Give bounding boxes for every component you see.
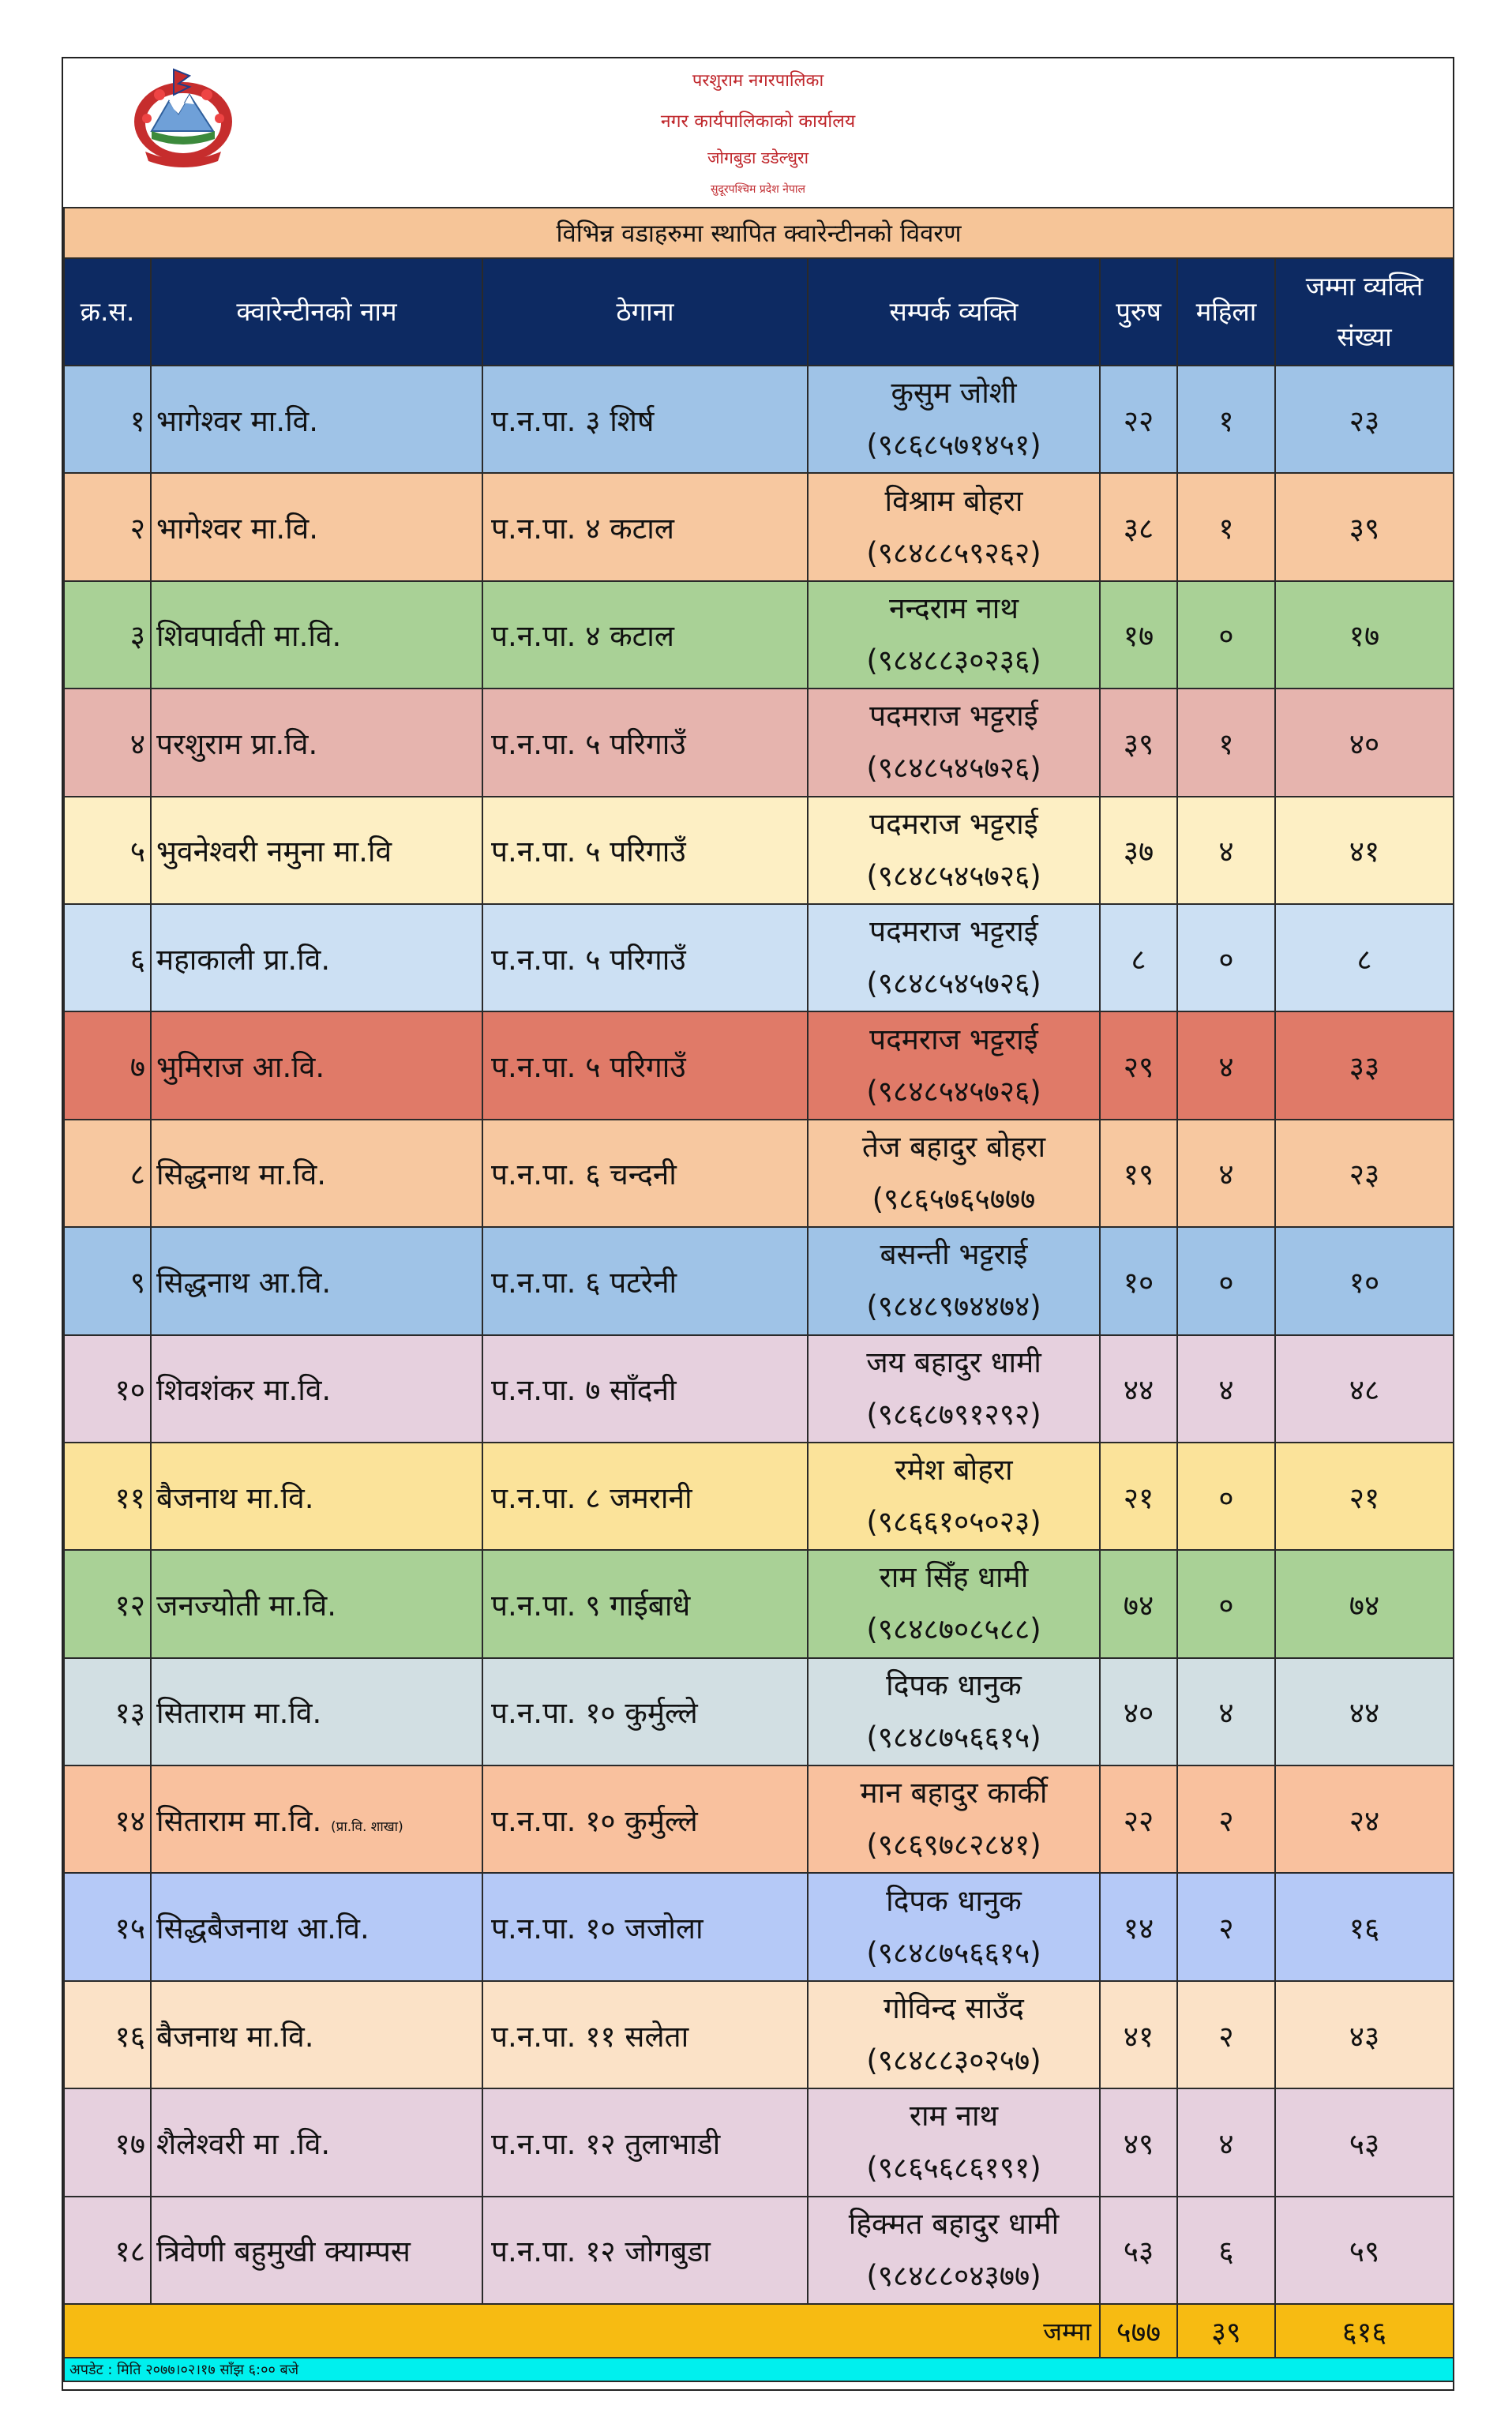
contact-name: जय बहादुर धामी xyxy=(866,1345,1041,1379)
row-address: प.न.पा. ४ कटाल xyxy=(482,473,808,580)
row-female: २ xyxy=(1177,1981,1275,2088)
table-row xyxy=(64,1443,1454,1550)
row-contact xyxy=(808,1765,1100,1873)
row-male: १७ xyxy=(1100,581,1177,689)
row-contact xyxy=(808,1658,1100,1765)
table-row xyxy=(64,2088,1454,2196)
quarantine-name: सिद्धनाथ आ.वि. xyxy=(156,1265,332,1300)
contact-phone: (९८४८७५६६१५) xyxy=(866,1935,1041,1970)
row-contact xyxy=(808,1011,1100,1119)
row-name xyxy=(151,2088,482,2196)
row-total: ५३ xyxy=(1275,2088,1454,2196)
row-sn: १८ xyxy=(64,2197,151,2304)
row-sn: १३ xyxy=(64,1658,151,1765)
header-female: महिला xyxy=(1177,258,1275,366)
contact-name: पदमराज भट्टराई xyxy=(869,1022,1038,1056)
row-total: ८ xyxy=(1275,904,1454,1011)
row-address: प.न.पा. १० जजोला xyxy=(482,1873,808,1980)
row-contact xyxy=(808,1873,1100,1980)
contact-phone: (९८४८९७४४७४) xyxy=(866,1289,1041,1324)
row-female: ० xyxy=(1177,1550,1275,1657)
row-contact xyxy=(808,2197,1100,2304)
row-male: १९ xyxy=(1100,1120,1177,1227)
table-row xyxy=(64,1011,1454,1119)
row-sn: ६ xyxy=(64,904,151,1011)
quarantine-name: सिद्धनाथ मा.वि. xyxy=(156,1158,327,1192)
row-sn: ११ xyxy=(64,1443,151,1550)
row-total: २३ xyxy=(1275,1120,1454,1227)
contact-name: गोविन्द साउँद xyxy=(884,1991,1024,2026)
row-male: ३७ xyxy=(1100,797,1177,904)
row-name xyxy=(151,366,482,473)
row-address: प.न.पा. ७ साँदनी xyxy=(482,1335,808,1443)
row-name xyxy=(151,1873,482,1980)
quarantine-name: भागेश्वर मा.वि. xyxy=(156,512,319,546)
row-name xyxy=(151,1227,482,1334)
row-address: प.न.पा. ६ चन्दनी xyxy=(482,1120,808,1227)
contact-phone: (९८४८५४५७२६) xyxy=(866,751,1041,786)
row-address: प.न.पा. ५ परिगाउँ xyxy=(482,689,808,796)
row-name xyxy=(151,1443,482,1550)
table-row xyxy=(64,1873,1454,1980)
row-address: प.न.पा. १० कुर्मुल्ले xyxy=(482,1658,808,1765)
row-total: १६ xyxy=(1275,1873,1454,1980)
row-sn: १६ xyxy=(64,1981,151,2088)
row-total: ५९ xyxy=(1275,2197,1454,2304)
row-name xyxy=(151,1120,482,1227)
quarantine-note: (प्रा.वि. शाखा) xyxy=(331,1818,403,1835)
contact-phone: (९८४८७५६६१५) xyxy=(866,1720,1041,1754)
header-male: पुरुष xyxy=(1100,258,1177,366)
row-name xyxy=(151,689,482,796)
row-contact xyxy=(808,581,1100,689)
table-row xyxy=(64,473,1454,580)
row-total: ४१ xyxy=(1275,797,1454,904)
row-female: ६ xyxy=(1177,2197,1275,2304)
row-address: प.न.पा. ५ परिगाउँ xyxy=(482,797,808,904)
row-sn: १४ xyxy=(64,1765,151,1873)
row-female: २ xyxy=(1177,1765,1275,1873)
row-name xyxy=(151,797,482,904)
row-male: २२ xyxy=(1100,1765,1177,1873)
row-male: २२ xyxy=(1100,366,1177,473)
contact-name: तेज बहादुर बोहरा xyxy=(861,1129,1046,1164)
header-sn: क्र.स. xyxy=(64,258,151,366)
totals-row xyxy=(64,2304,1454,2358)
row-male: ४४ xyxy=(1100,1335,1177,1443)
contact-name: बसन्ती भट्टराई xyxy=(880,1237,1028,1272)
row-name xyxy=(151,1550,482,1657)
contact-phone: (९८४८८३०२३६) xyxy=(866,643,1041,677)
row-male: १४ xyxy=(1100,1873,1177,1980)
row-contact xyxy=(808,1443,1100,1550)
row-total: ४८ xyxy=(1275,1335,1454,1443)
table-row xyxy=(64,2197,1454,2304)
row-address: प.न.पा. ८ जमरानी xyxy=(482,1443,808,1550)
row-name xyxy=(151,1765,482,1873)
row-female: १ xyxy=(1177,689,1275,796)
update-note: अपडेट : मिति २०७७।०२।१७ साँझ ६:०० बजे xyxy=(64,2358,1454,2381)
row-name xyxy=(151,904,482,1011)
contact-phone: (९८६८५७१४५१) xyxy=(866,428,1041,463)
row-male: ४९ xyxy=(1100,2088,1177,2196)
table-row xyxy=(64,1981,1454,2088)
row-name xyxy=(151,1011,482,1119)
row-total: ३९ xyxy=(1275,473,1454,580)
contact-name: मान बहादुर कार्की xyxy=(860,1776,1048,1810)
header-address: ठेगाना xyxy=(482,258,808,366)
row-male: ४१ xyxy=(1100,1981,1177,2088)
row-sn: १० xyxy=(64,1335,151,1443)
header-row xyxy=(64,258,1454,366)
quarantine-table xyxy=(63,207,1454,2382)
row-male: ८ xyxy=(1100,904,1177,1011)
quarantine-name: शैलेश्वरी मा .वि. xyxy=(156,2126,331,2161)
row-contact xyxy=(808,797,1100,904)
letterhead xyxy=(63,58,1453,207)
quarantine-name: भुवनेश्वरी नमुना मा.वि xyxy=(156,835,392,869)
row-female: ० xyxy=(1177,1443,1275,1550)
row-sn: १ xyxy=(64,366,151,473)
contact-phone: (९८४८५४५७२६) xyxy=(866,858,1041,893)
document-sheet xyxy=(62,57,1454,2391)
row-sn: ७ xyxy=(64,1011,151,1119)
row-address: प.न.पा. १२ तुलाभाडी xyxy=(482,2088,808,2196)
contact-phone: (९८६५६८६१९१) xyxy=(866,2151,1041,2186)
totals-female: ३९ xyxy=(1177,2304,1275,2358)
row-male: ५३ xyxy=(1100,2197,1177,2304)
row-sn: ९ xyxy=(64,1227,151,1334)
row-sn: ३ xyxy=(64,581,151,689)
row-male: २९ xyxy=(1100,1011,1177,1119)
table-row xyxy=(64,1120,1454,1227)
row-male: ७४ xyxy=(1100,1550,1177,1657)
totals-total: ६१६ xyxy=(1275,2304,1454,2358)
row-name xyxy=(151,1981,482,2088)
row-contact xyxy=(808,689,1100,796)
header-contact: सम्पर्क व्यक्ति xyxy=(808,258,1100,366)
row-male: ४० xyxy=(1100,1658,1177,1765)
table-title: विभिन्न वडाहरुमा स्थापित क्वारेन्टीनको विवरण xyxy=(64,208,1454,258)
quarantine-name: शिवपार्वती मा.वि. xyxy=(156,619,342,654)
table-row xyxy=(64,366,1454,473)
contact-phone: (९८६८७९१२९२) xyxy=(866,1397,1041,1432)
table-row xyxy=(64,1550,1454,1657)
row-address: प.न.पा. १२ जोगबुडा xyxy=(482,2197,808,2304)
quarantine-name: सिद्धबैजनाथ आ.वि. xyxy=(156,1912,370,1946)
row-female: १ xyxy=(1177,473,1275,580)
row-female: ४ xyxy=(1177,797,1275,904)
contact-name: विश्राम बोहरा xyxy=(884,483,1023,518)
contact-phone: (९८६६१०५०२३) xyxy=(866,1505,1041,1540)
row-contact xyxy=(808,904,1100,1011)
row-address: प.न.पा. १० कुर्मुल्ले xyxy=(482,1765,808,1873)
contact-phone: (९८४८७०८५८८) xyxy=(866,1612,1041,1647)
quarantine-name: महाकाली प्रा.वि. xyxy=(156,942,331,977)
row-contact xyxy=(808,1981,1100,2088)
contact-name: हिक्मत बहादुर धामी xyxy=(848,2206,1060,2241)
quarantine-name: सिताराम मा.वि. xyxy=(156,1696,322,1731)
row-female: २ xyxy=(1177,1873,1275,1980)
row-contact xyxy=(808,1120,1100,1227)
row-male: ३८ xyxy=(1100,473,1177,580)
table-row xyxy=(64,581,1454,689)
row-name xyxy=(151,473,482,580)
contact-name: राम सिँह धामी xyxy=(879,1560,1029,1595)
row-female: १ xyxy=(1177,366,1275,473)
row-name xyxy=(151,581,482,689)
quarantine-name: जनज्योती मा.वि. xyxy=(156,1588,337,1623)
table-row xyxy=(64,1765,1454,1873)
row-male: ३९ xyxy=(1100,689,1177,796)
row-total: ४४ xyxy=(1275,1658,1454,1765)
contact-phone: (९८४८५४५७२६) xyxy=(866,1074,1041,1109)
row-total: १० xyxy=(1275,1227,1454,1334)
row-total: २३ xyxy=(1275,366,1454,473)
row-sn: १५ xyxy=(64,1873,151,1980)
contact-phone: (९८६९७८२८४१) xyxy=(866,1828,1041,1863)
row-contact xyxy=(808,473,1100,580)
quarantine-name: बैजनाथ मा.वि. xyxy=(156,1480,314,1515)
quarantine-name: भागेश्वर मा.वि. xyxy=(156,403,319,438)
row-address: प.न.पा. ११ सलेता xyxy=(482,1981,808,2088)
row-female: ० xyxy=(1177,904,1275,1011)
row-female: ४ xyxy=(1177,1120,1275,1227)
table-row xyxy=(64,1335,1454,1443)
row-female: ४ xyxy=(1177,1658,1275,1765)
row-contact xyxy=(808,1550,1100,1657)
province-name: सुदूरपश्चिम प्रदेश नेपाल xyxy=(710,183,806,196)
row-sn: १२ xyxy=(64,1550,151,1657)
footer-row xyxy=(64,2358,1454,2381)
contact-name: राम नाथ xyxy=(909,2099,999,2133)
office-name: नगर कार्यपालिकाको कार्यालय xyxy=(660,111,856,132)
row-total: २१ xyxy=(1275,1443,1454,1550)
row-total: १७ xyxy=(1275,581,1454,689)
row-name xyxy=(151,1658,482,1765)
quarantine-name: शिवशंकर मा.वि. xyxy=(156,1373,332,1408)
contact-name: पदमराज भट्टराई xyxy=(869,914,1038,949)
row-address: प.न.पा. ५ परिगाउँ xyxy=(482,1011,808,1119)
table-title-row xyxy=(64,208,1454,258)
header-total: जम्मा व्यक्ति संख्या xyxy=(1275,258,1454,366)
quarantine-name: परशुराम प्रा.वि. xyxy=(156,726,318,761)
row-address: प.न.पा. ९ गाईबाधे xyxy=(482,1550,808,1657)
municipality-name: परशुराम नगरपालिका xyxy=(692,71,824,91)
contact-name: दिपक धानुक xyxy=(886,1883,1022,1918)
table-row xyxy=(64,689,1454,796)
row-contact xyxy=(808,366,1100,473)
quarantine-name: त्रिवेणी बहुमुखी क्याम्पस xyxy=(156,2235,411,2269)
contact-name: रमेश बोहरा xyxy=(895,1453,1013,1488)
contact-name: दिपक धानुक xyxy=(886,1668,1022,1702)
row-name xyxy=(151,2197,482,2304)
row-total: ४३ xyxy=(1275,1981,1454,2088)
row-total: ७४ xyxy=(1275,1550,1454,1657)
quarantine-name: भुमिराज आ.वि. xyxy=(156,1050,325,1085)
quarantine-name: सिताराम मा.वि. xyxy=(156,1803,322,1838)
table-row xyxy=(64,904,1454,1011)
row-address: प.न.पा. ४ कटाल xyxy=(482,581,808,689)
row-contact xyxy=(808,1227,1100,1334)
row-female: ४ xyxy=(1177,1335,1275,1443)
quarantine-name: बैजनाथ मा.वि. xyxy=(156,2019,314,2054)
row-sn: ५ xyxy=(64,797,151,904)
row-female: ० xyxy=(1177,581,1275,689)
totals-male: ५७७ xyxy=(1100,2304,1177,2358)
contact-name: पदमराज भट्टराई xyxy=(869,806,1038,841)
contact-phone: (९८६५७६५७७७ xyxy=(872,1181,1036,1216)
row-total: २४ xyxy=(1275,1765,1454,1873)
row-address: प.न.पा. ६ पटरेनी xyxy=(482,1227,808,1334)
row-contact xyxy=(808,2088,1100,2196)
table-row xyxy=(64,1227,1454,1334)
header-name: क्वारेन्टीनको नाम xyxy=(151,258,482,366)
row-female: ४ xyxy=(1177,2088,1275,2196)
row-total: ३३ xyxy=(1275,1011,1454,1119)
row-female: ४ xyxy=(1177,1011,1275,1119)
row-sn: ४ xyxy=(64,689,151,796)
row-male: १० xyxy=(1100,1227,1177,1334)
row-total: ४० xyxy=(1275,689,1454,796)
row-contact xyxy=(808,1335,1100,1443)
row-address: प.न.पा. ५ परिगाउँ xyxy=(482,904,808,1011)
row-address: प.न.पा. ३ शिर्ष xyxy=(482,366,808,473)
row-female: ० xyxy=(1177,1227,1275,1334)
table-row xyxy=(64,797,1454,904)
contact-phone: (९८४८८३०२५७) xyxy=(866,2043,1041,2078)
row-sn: २ xyxy=(64,473,151,580)
contact-name: पदमराज भट्टराई xyxy=(869,699,1038,734)
row-sn: ८ xyxy=(64,1120,151,1227)
row-name xyxy=(151,1335,482,1443)
office-location: जोगबुडा डडेल्धुरा xyxy=(707,148,809,167)
contact-name: नन्दराम नाथ xyxy=(889,591,1019,625)
contact-phone: (९८४८८५९२६२) xyxy=(866,535,1041,570)
contact-phone: (९८४८८०४३७७) xyxy=(866,2258,1041,2293)
contact-phone: (९८४८५४५७२६) xyxy=(866,966,1041,1001)
table-row xyxy=(64,1658,1454,1765)
row-sn: १७ xyxy=(64,2088,151,2196)
contact-name: कुसुम जोशी xyxy=(891,376,1017,411)
totals-label: जम्मा xyxy=(64,2304,1100,2358)
row-male: २१ xyxy=(1100,1443,1177,1550)
